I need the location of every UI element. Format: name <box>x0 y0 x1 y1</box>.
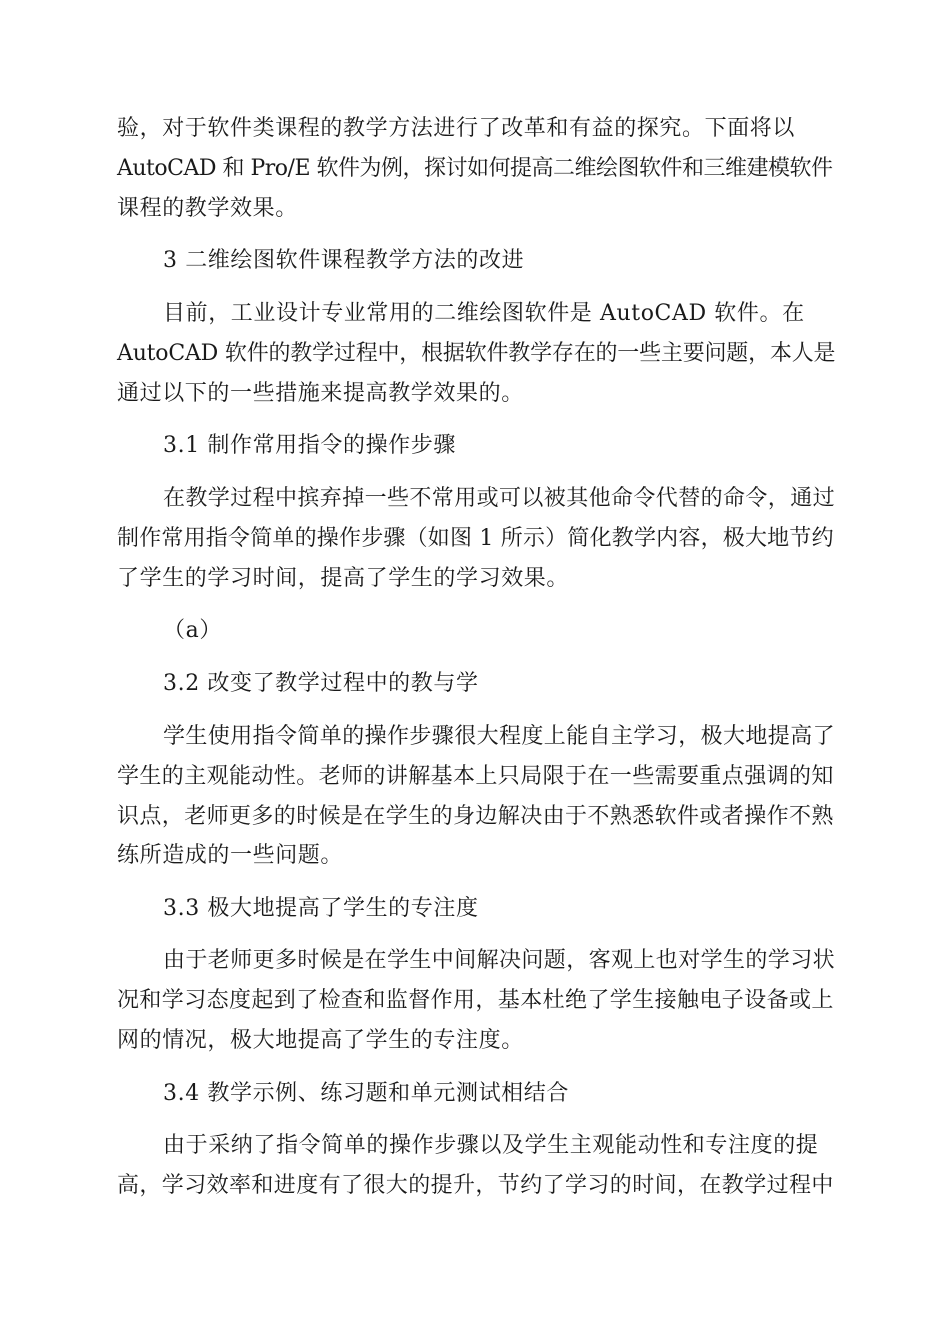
section-3-4-line-2: 高，学习效率和进度有了很大的提升，节约了学习的时间，在教学过程中 <box>117 1173 834 1198</box>
section-3-2-line-1: 学生使用指令简单的操作步骤很大程度上能自主学习，极大地提高了 <box>163 724 836 749</box>
section-3-3-line-1: 由于老师更多时候是在学生中间解决问题，客观上也对学生的学习状 <box>163 948 836 973</box>
section-3-2-line-3: 识点，老师更多的时候是在学生的身边解决由于不熟悉软件或者操作不熟 <box>117 804 834 829</box>
section-3-2-line-2: 学生的主观能动性。老师的讲解基本上只局限于在一些需要重点强调的知 <box>117 764 834 789</box>
section-3-line-2: AutoCAD 软件的教学过程中，根据软件教学存在的一些主要问题，本人是 <box>117 341 836 366</box>
section-3-line-1: 目前，工业设计专业常用的二维绘图软件是 AutoCAD 软件。在 <box>163 301 805 326</box>
section-3-2-heading: 3.2 改变了教学过程中的教与学 <box>163 671 479 696</box>
section-3-3-line-3: 网的情况，极大地提高了学生的专注度。 <box>117 1028 524 1053</box>
intro-line-3: 课程的教学效果。 <box>117 196 298 221</box>
section-3-1-heading: 3.1 制作常用指令的操作步骤 <box>163 433 456 458</box>
intro-line-2: AutoCAD 和 Pro/E 软件为例，探讨如何提高二维绘图软件和三维建模软件 <box>117 156 833 181</box>
section-3-4-heading: 3.4 教学示例、练习题和单元测试相结合 <box>163 1081 569 1106</box>
section-3-4-line-1: 由于采纳了指令简单的操作步骤以及学生主观能动性和专注度的提 <box>163 1133 819 1158</box>
figure-label: （a） <box>163 618 222 643</box>
section-3-1-line-2: 制作常用指令简单的操作步骤（如图 1 所示）简化教学内容，极大地节约 <box>117 526 834 551</box>
section-3-3-heading: 3.3 极大地提高了学生的专注度 <box>163 896 479 921</box>
section-3-heading: 3 二维绘图软件课程教学方法的改进 <box>163 248 525 273</box>
section-3-2-line-4: 练所造成的一些问题。 <box>117 843 344 868</box>
section-3-1-line-1: 在教学过程中摈弃掉一些不常用或可以被其他命令代替的命令，通过 <box>163 486 836 511</box>
section-3-3-line-2: 况和学习态度起到了检查和监督作用，基本杜绝了学生接触电子设备或上 <box>117 988 834 1013</box>
intro-line-1: 验，对于软件类课程的教学方法进行了改革和有益的探究。下面将以 <box>117 116 796 141</box>
section-3-1-line-3: 了学生的学习时间，提高了学生的学习效果。 <box>117 566 570 591</box>
section-3-line-3: 通过以下的一些措施来提高教学效果的。 <box>117 381 524 406</box>
